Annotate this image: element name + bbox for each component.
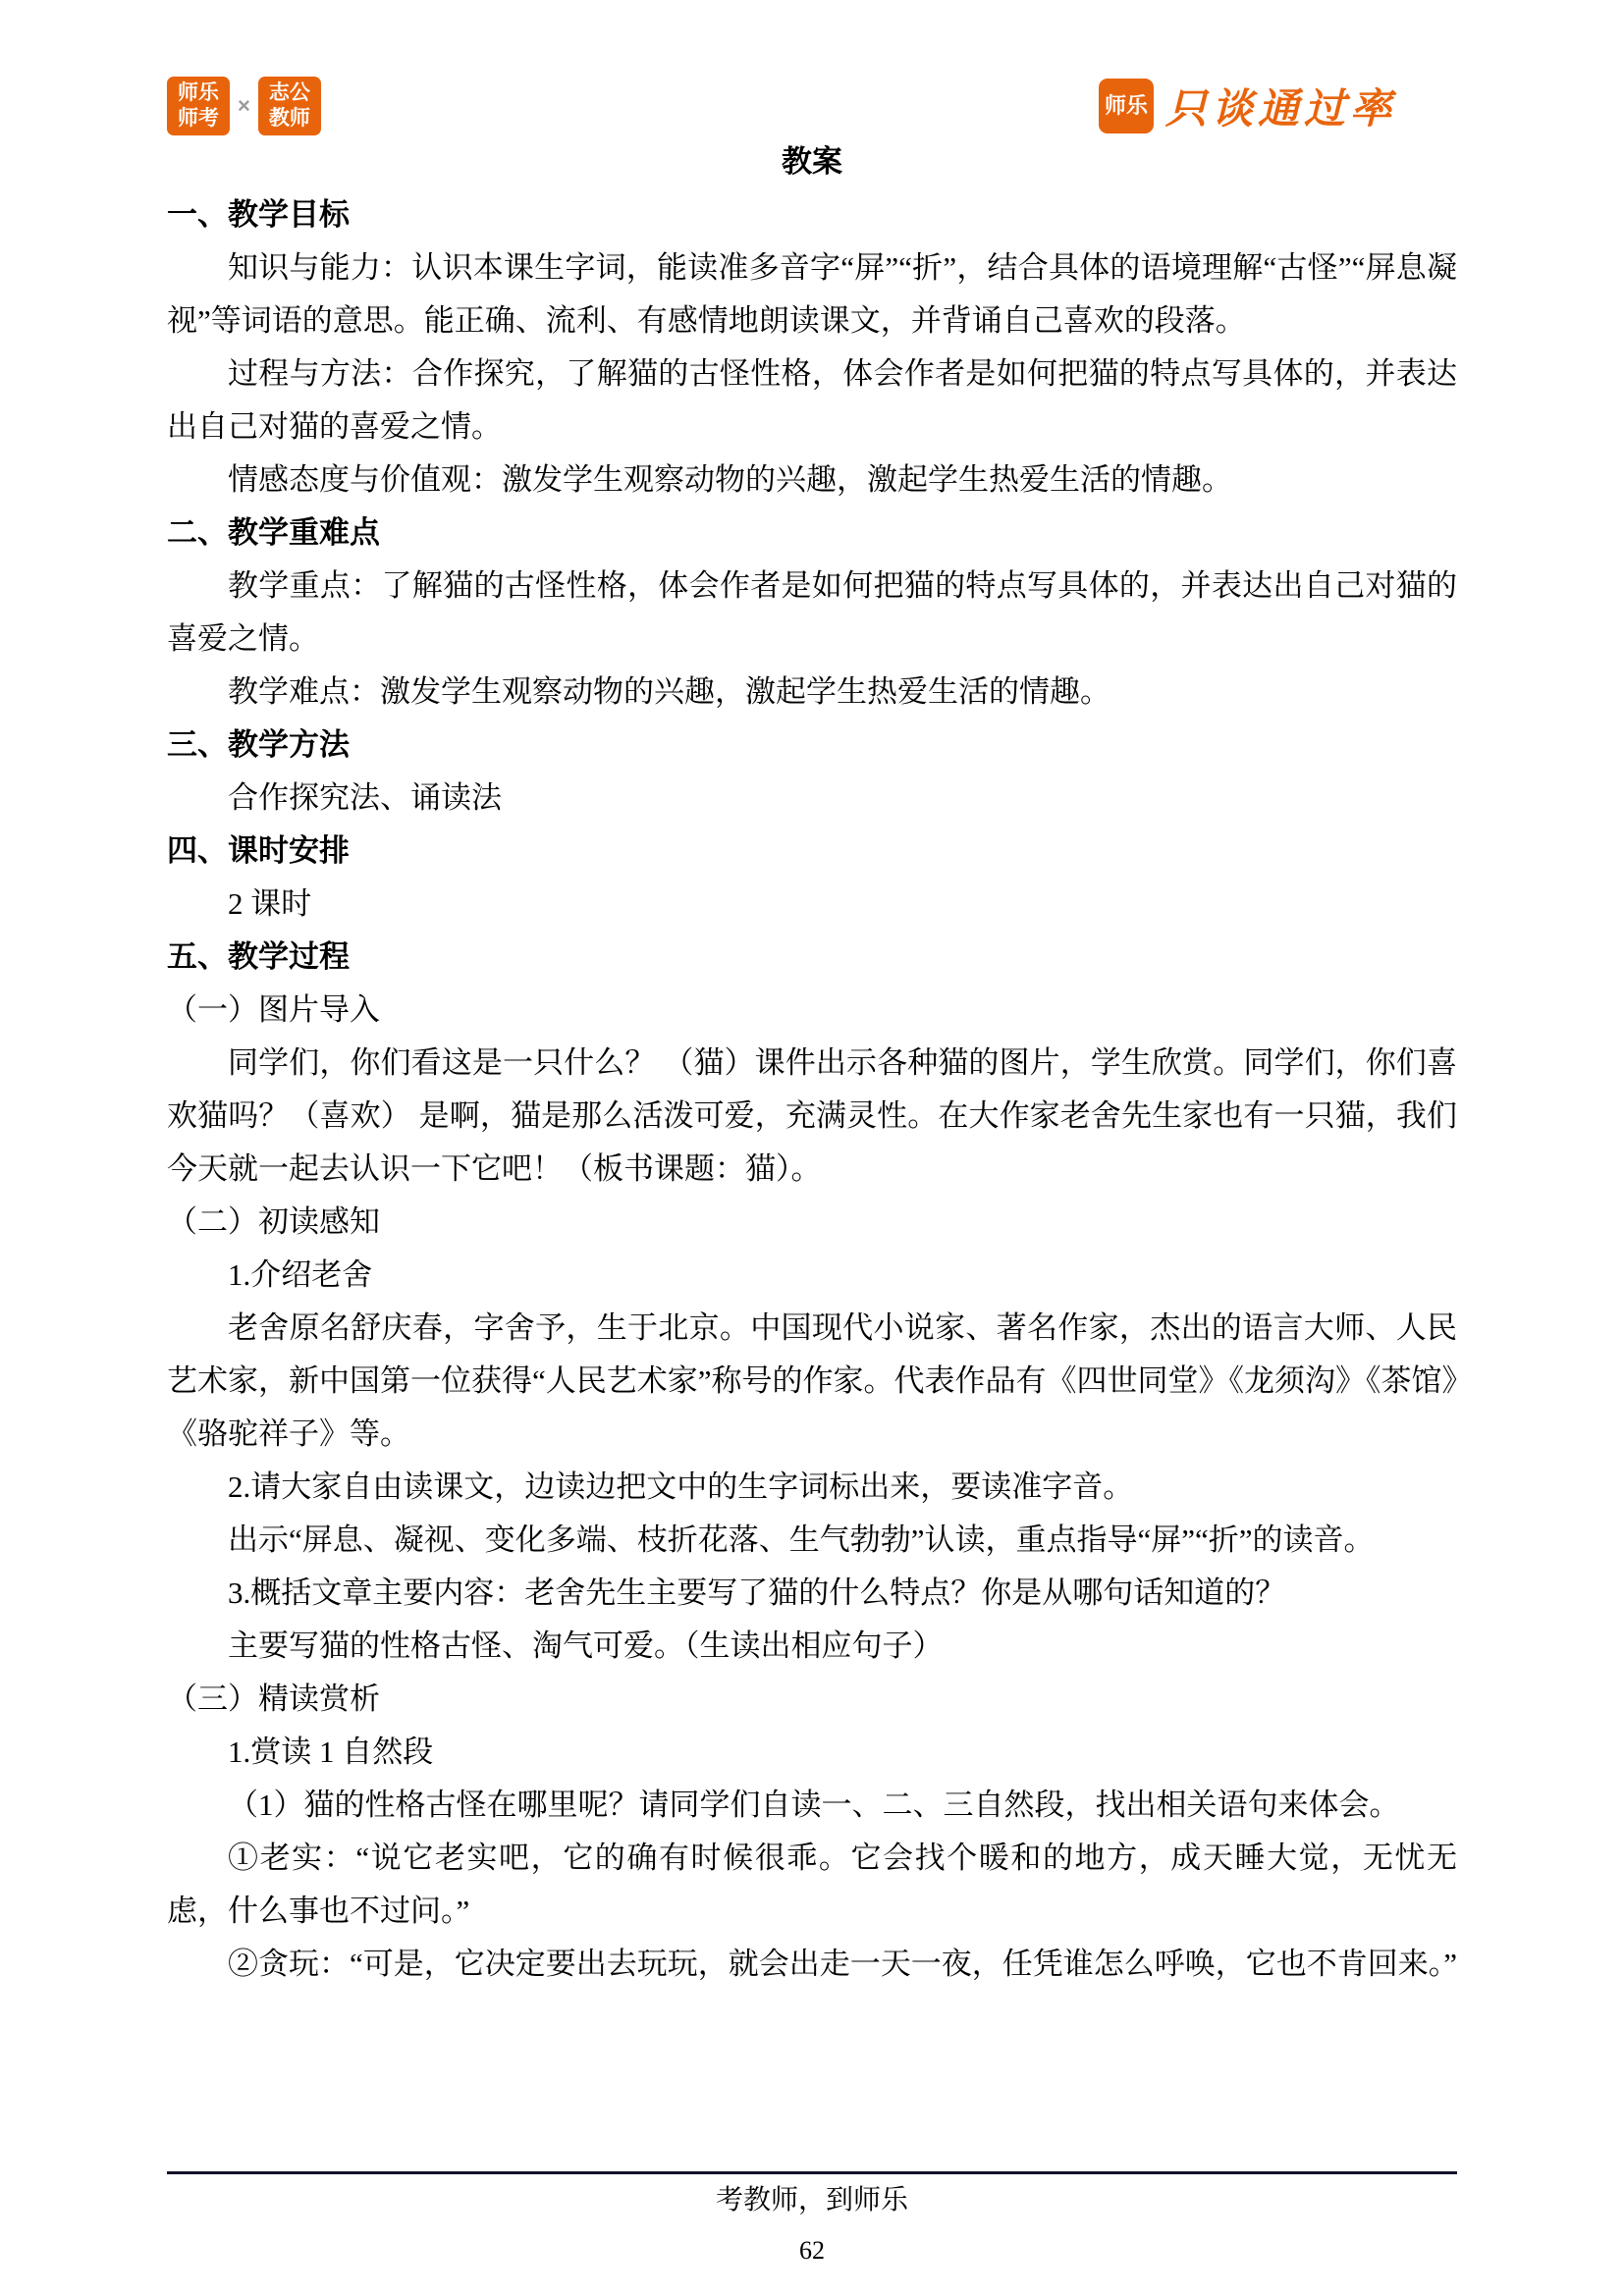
logo-left-group [167,77,321,135]
paragraph: （二）初读感知 [167,1204,380,1239]
logo-right-group [1099,77,1396,135]
paragraph: （三）精读赏析 [167,1682,380,1716]
paragraph: 过程与方法：合作探究，了解猫的古怪性格，体会作者是如何把猫的特点写具体的，并表达出自己对猫的喜爱之情。 [167,356,1457,444]
paragraph: 知识与能力：认识本课生字词，能读准多音字“屏”“折”，结合具体的语境理解“古怪”“屏息凝视”等词语的意思。能正确、流利、有感情地朗读课文，并背诵自己喜欢的段落。 [167,250,1457,338]
logo-line: 师乐 [178,80,219,104]
paragraph: 合作探究法、诵读法 [228,780,502,815]
section-heading: 二、教学重难点 [167,515,380,550]
paragraph: 1.赏读 1 自然段 [228,1735,434,1769]
page-header [167,77,1396,135]
page-title: 教案 [782,144,842,179]
paragraph: ②贪玩：“可是，它决定要出去玩玩，就会出走一天一夜，任凭谁怎么呼唤，它也不肯回来。” [228,1947,1458,1981]
lesson-plan [167,135,1457,1991]
paragraph: 同学们，你们看这是一只什么？ （猫）课件出示各种猫的图片，学生欣赏。同学们，你们喜欢猫吗？（喜欢） 是啊，猫是那么活泼可爱，充满灵性。在大作家老舍先生家也有一只猫，我们今天就一起去认识一下它吧！（板书课题：猫）。 [167,1045,1457,1186]
section-heading: 五、教学过程 [167,939,350,974]
paragraph: 教学难点：激发学生观察动物的兴趣，激起学生热爱生活的情趣。 [228,674,1110,709]
logo-line: 志公 [268,80,310,104]
page-number: 62 [799,2236,825,2265]
document-body [167,188,1457,1991]
shile-logo [1099,79,1154,133]
paragraph: 老舍原名舒庆春，字舍予，生于北京。中国现代小说家、著名作家，杰出的语言大师、人民艺术家，新中国第一位获得“人民艺术家”称号的作家。代表作品有《四世同堂》《龙须沟》《茶馆》《骆驼祥子》等。 [167,1310,1458,1451]
shile-shikao-logo [167,77,230,135]
multiply-separator: × [238,93,250,118]
paragraph: ①老实：“说它老实吧，它的确有时候很乖。它会找个暖和的地方，成天睡大觉，无忧无虑，什么事也不过问。” [167,1841,1457,1928]
section-heading: 四、课时安排 [167,833,350,868]
paragraph: 2 课时 [228,886,312,921]
paragraph: （1）猫的性格古怪在哪里呢？请同学们自读一、二、三自然段，找出相关语句来体会。 [228,1788,1400,1822]
footer-divider [167,2171,1457,2174]
brand-slogan: 只谈通过率 [1164,87,1396,133]
section-heading: 三、教学方法 [167,727,350,762]
paragraph: 1.介绍老舍 [228,1257,373,1292]
paragraph: 2.请大家自由读课文，边读边把文中的生字词标出来，要读准字音。 [228,1469,1134,1504]
logo-line: 教师 [268,107,310,130]
paragraph: 出示“屏息、凝视、变化多端、枝折花落、生气勃勃”认读，重点指导“屏”“折”的读音。 [228,1522,1375,1557]
section-heading: 一、教学目标 [167,197,350,232]
paragraph: 3.概括文章主要内容：老舍先生主要写了猫的什么特点？你是从哪句话知道的？ [228,1575,1286,1610]
paragraph: 教学重点：了解猫的古怪性格，体会作者是如何把猫的特点写具体的，并表达出自己对猫的喜爱之情。 [167,568,1457,656]
paragraph: 情感态度与价值观：激发学生观察动物的兴趣，激起学生热爱生活的情趣。 [228,462,1232,497]
logo-line: 师乐 [1104,93,1148,119]
paragraph: （一）图片导入 [167,992,380,1027]
paragraph: 主要写猫的性格古怪、淘气可爱。（生读出相应句子） [228,1629,944,1663]
footer-slogan: 考教师，到师乐 [715,2185,908,2216]
logo-line: 师考 [178,107,219,130]
zhigong-jiaoshi-logo [258,77,321,135]
